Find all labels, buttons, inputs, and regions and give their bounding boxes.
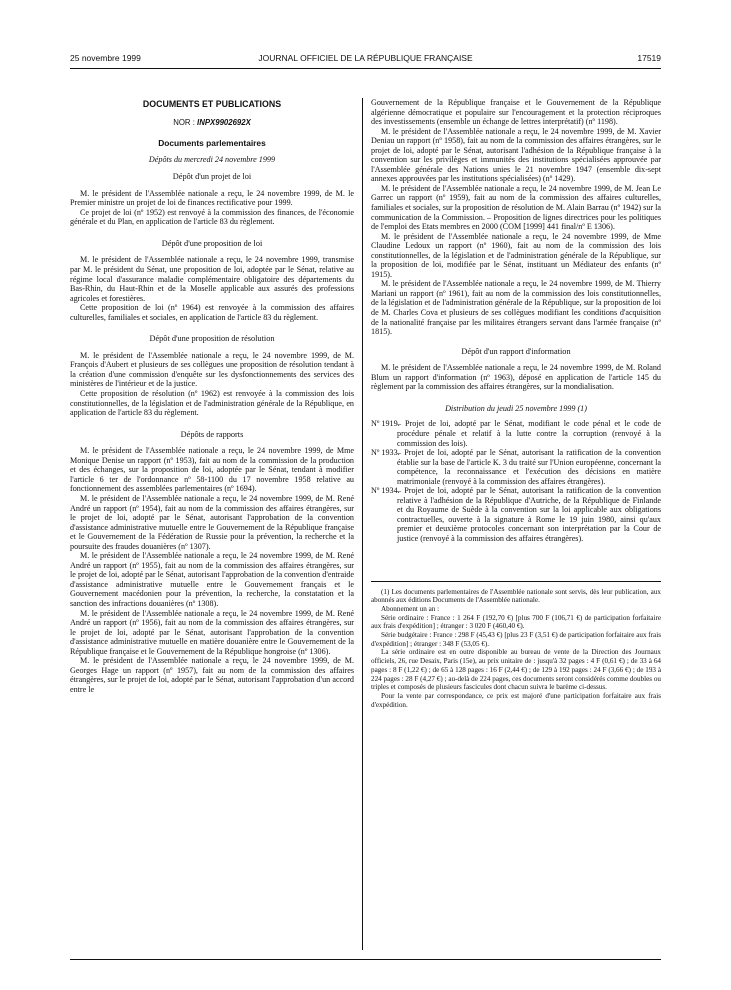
heading-information: Dépôt d'un rapport d'information xyxy=(461,346,571,356)
item-text: – Projet de loi, adopté par le Sénat, autorisant la ratification de la convention établie sur la base de l'article K. 3 du traité sur l'Union européenne, concernant la compétence, la reconnaissance et l'exécution des décisions en matière matrimoniale (renvoyé à la commission des affaires étrangères). xyxy=(397,448,661,486)
paragraph: Cette proposition de résolution (nº 1962) est renvoyée à la commission des lois constitutionnelles, de la législation et de l'administration générale de la République, en application de l'article 83 du règlement. xyxy=(70,389,354,418)
paragraph: M. le président de l'Assemblée nationale a reçu, le 24 novembre 1999, de M. Thierry Mariani un rapport (nº 1961), fait au nom de la commission des lois constitutionnelles, de la législation et de l'administration générale de la République, sur la proposition de loi de M. Charles Cova et plusieurs de ses collègues modifiant les conditions d'acquisition de la nationalité française par les militaires étrangers servant dans l'armée française (nº 1815). xyxy=(371,279,661,337)
paragraph: M. le président de l'Assemblée nationale a reçu, le 24 novembre 1999, de M. François d'Aubert et plusieurs de ses collègues une proposition de résolution tendant à la création d'une commission d'enquête sur les dysfonctionnements des services des ministères de l'intérieur et de la justice. xyxy=(70,350,354,389)
list-item xyxy=(371,448,661,486)
list-item xyxy=(371,419,661,448)
item-text: – Projet de loi, adopté par le Sénat, modifiant le code pénal et le code de procédure pénale et relatif à la lutte contre la corruption (renvoyé à la commission des lois). xyxy=(397,419,661,448)
header-page-number: 17519 xyxy=(637,53,661,63)
distribution-heading: Distribution du jeudi 25 novembre 1999 (1) xyxy=(445,403,587,413)
paragraph: M. le président de l'Assemblée nationale a reçu, le 24 novembre 1999, de M. René André un rapport (nº 1956), fait au nom de la commission des affaires étrangères, sur le projet de loi, adopté par le Sénat, autorisant l'approbation de la convention d'assistance administrative mutuelle en matière douanière entre le Gouvernement de la République française et le Gouvernement de la République hongroise (nº 1306). xyxy=(70,608,354,656)
column-divider xyxy=(362,98,363,950)
footer-rule xyxy=(70,959,661,960)
heading-resolution: Dépôt d'une proposition de résolution xyxy=(149,334,275,344)
paragraph: M. le président de l'Assemblée nationale a reçu, le 24 novembre 1999, de M. René André un rapport (nº 1955), fait au nom de la commission des affaires étrangères, sur le projet de loi, adopté par le Sénat, autorisant l'approbation de la convention d'entraide d'assistance administrative mutuelle entre le Gouvernement français et le Gouvernement macédonien pour la prévention, la recherche, la constatation et la sanction des infractions douanières (nº 1308). xyxy=(70,551,354,608)
paragraph: M. le président de l'Assemblée nationale a reçu, le 24 novembre 1999, de M. Xavier Deniau un rapport (nº 1958), fait au nom de la commission des affaires étrangères, sur le projet de loi, adopté par le Sénat, autorisant l'adhésion de la République française à la convention sur les privilèges et immunités des institutions spécialisées approuvée par l'Assemblée générale des Nations unies le 21 novembre 1947 (ensemble dix-sept annexes approuvées par les institutions spécialisées) (nº 1429). xyxy=(371,126,661,184)
sub-title: Documents parlementaires xyxy=(158,138,266,149)
footnote-paragraph: Série ordinaire : France : 1 264 F (192,70 €) [plus 700 F (106,71 €) de participation forfaitaire aux frais d'expédition] ; étranger : 3 020 F (460,40 €). xyxy=(371,613,661,631)
footnote-paragraph: La série ordinaire est en outre disponible au bureau de vente de la Direction des Journaux officiels, 26, rue Desaix, Paris (15e), au prix unitaire de : jusqu'à 32 pages : 4 F (0,61 €) ; de 33 à 64 pages : 8 F (1,22 €) ; de 65 à 128 pages : 16 F (2,44 €) ; de 129 à 192 pages : 24 F (3,66 €) ; de 193 à 224 pages : 28 F (4,27 €) ; au-delà de 224 pages, ces documents seront considérés comme doubles ou triples et composés de plusieurs fascicules dont chacun suivra le barème ci-dessus. xyxy=(371,648,661,692)
heading-rapports: Dépôts de rapports xyxy=(180,429,244,439)
paragraph: Ce projet de loi (nº 1952) est renvoyé à la commission des finances, de l'économie générale et du Plan, en application de l'article 83 du règlement. xyxy=(70,207,354,227)
left-column xyxy=(70,98,354,694)
paragraph: M. le président de l'Assemblée nationale a reçu, le 24 novembre 1999, de Mme Monique Denise un rapport (nº 1953), fait au nom de la commission de la production et des échanges, sur la proposition de loi, adoptée par le Sénat, tendant à modifier l'article 6 ter de l'ordonnance nº 58-1100 du 17 novembre 1958 relative au fonctionnement des assemblées parlementaires (nº 1694). xyxy=(70,446,354,494)
distribution-list xyxy=(371,419,661,543)
item-number: Nº 1919. xyxy=(371,419,400,429)
paragraph: Cette proposition de loi (nº 1964) est renvoyée à la commission des affaires culturelles, familiales et sociales, en application de l'article 83 du règlement. xyxy=(70,303,354,322)
section-title: DOCUMENTS ET PUBLICATIONS xyxy=(142,99,282,109)
paragraph: M. le président de l'Assemblée nationale a reçu, le 24 novembre 1999, de M. Jean Le Garrec un rapport (nº 1959), fait au nom de la commission des affaires culturelles, familiales et sociales, sur la proposition de résolution de M. Alain Barrau (nº 1942) sur la communication de la Commission. – Proposition de lignes directrices pour les politiques de l'emploi des Etats membres en 2000 (COM [1999] 441 final/nº E 1306). xyxy=(371,183,661,232)
paragraph: Gouvernement de la République française et le Gouvernement de la République algérienne démocratique et populaire sur l'encouragement et la protection réciproques des investissements (ensemble un échange de lettres interprétatif) (nº 1198). xyxy=(371,98,661,127)
page-header xyxy=(70,53,661,67)
right-column xyxy=(371,98,661,709)
paragraph: M. le président de l'Assemblée nationale a reçu, le 24 novembre 1999, de M. René André un rapport (nº 1954), fait au nom de la commission des affaires étrangères, sur le projet de loi, adopté par le Sénat, autorisant l'approbation de la convention d'assistance administrative mutuelle entre le Gouvernement de la République française et le Gouvernement de la Fédération de Russie pour la prévention, la recherche et la poursuite des fraudes douanières (nº 1307). xyxy=(70,493,354,551)
depots-date: Dépôts du mercredi 24 novembre 1999 xyxy=(148,154,276,164)
nor-label: NOR : xyxy=(173,117,198,127)
footnote-paragraph: Pour la vente par correspondance, ce prix est majoré d'une participation forfaitaire aux frais d'expédition. xyxy=(371,691,661,709)
nor-reference xyxy=(70,118,354,128)
footnote xyxy=(371,581,661,710)
footnote-paragraph: Abonnement un an : xyxy=(381,604,440,613)
paragraph: M. le président de l'Assemblée nationale a reçu, le 24 novembre 1999, de M. Georges Hage un rapport (nº 1957), fait au nom de la commission des affaires étrangères, sur le projet de loi, adopté par le Sénat, autorisant l'approbation d'un accord entre le xyxy=(70,656,354,694)
paragraph: M. le président de l'Assemblée nationale a reçu, le 24 novembre 1999, de M. le Premier ministre un projet de loi de finances rectificative pour 1999. xyxy=(70,188,354,208)
header-title: JOURNAL OFFICIEL DE LA RÉPUBLIQUE FRANÇAISE xyxy=(258,53,473,63)
item-number: Nº 1933. xyxy=(371,448,400,458)
paragraph: M. le président de l'Assemblée nationale a reçu, le 24 novembre 1999, de M. Roland Blum un rapport d'information (nº 1963), déposé en application de l'article 145 du règlement par la commission des affaires étrangères, sur la mondialisation. xyxy=(371,363,661,392)
item-number: Nº 1934. xyxy=(371,486,400,496)
paragraph: M. le président de l'Assemblée nationale a reçu, le 24 novembre 1999, de Mme Claudine Ledoux un rapport (nº 1960), fait au nom de la commission des lois constitutionnelles, de la législation et de l'administration générale de la République, sur la proposition de loi, modifiée par le Sénat, instituant un Médiateur des enfants (nº 1915). xyxy=(371,231,661,279)
header-rule xyxy=(70,68,661,69)
heading-projet: Dépôt d'un projet de loi xyxy=(172,172,252,182)
header-date: 25 novembre 1999 xyxy=(70,53,141,63)
list-item xyxy=(371,486,661,543)
footnote-paragraph: Série budgétaire : France : 298 F (45,43 €) [plus 23 F (3,51 €) de participation forfaitaire aux frais d'expédition] ; étranger : 348 F (53,05 €). xyxy=(371,631,661,648)
footnote-paragraph: (1) Les documents parlementaires de l'Assemblée nationale sont servis, dès leur publication, aux abonnés aux éditions Documents de l'Assemblée nationale. xyxy=(371,587,661,605)
nor-code: INPX9902692X xyxy=(197,117,251,127)
heading-proposition: Dépôt d'une proposition de loi xyxy=(161,238,263,248)
item-text: – Projet de loi, adopté par le Sénat, autorisant la ratification de la convention relative à l'adhésion de la République d'Autriche, de la République de Finlande et du Royaume de Suède à la convention sur la loi applicable aux obligations contractuelles, ouverte à la signature à Rome le 19 juin 1980, ainsi qu'aux premier et deuxième protocoles concernant son interprétation par la Cour de justice (renvoyé à la commission des affaires étrangères). xyxy=(397,486,661,543)
paragraph: M. le président de l'Assemblée nationale a reçu, le 24 novembre 1999, transmise par M. le président du Sénat, une proposition de loi, adoptée par le Sénat, relative au régime local d'assurance maladie complémentaire obligatoire des départements du Bas-Rhin, du Haut-Rhin et de la Moselle applicable aux assurés des professions agricoles et forestières. xyxy=(70,255,354,303)
